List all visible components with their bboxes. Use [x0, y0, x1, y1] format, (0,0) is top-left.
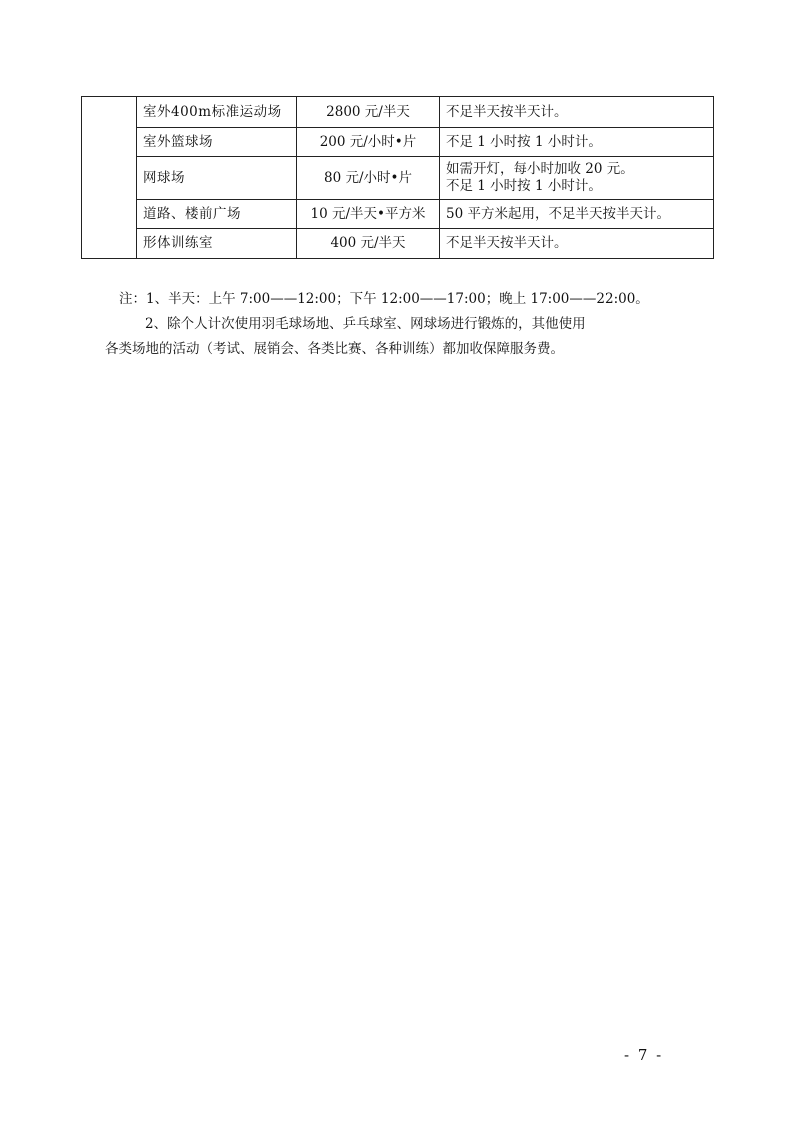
price-cell: 80 元/小时•片 [297, 157, 440, 200]
category-cell [82, 97, 137, 259]
table-row [82, 97, 714, 128]
table-row [82, 128, 714, 157]
notes-section [105, 287, 719, 362]
price-cell: 2800 元/半天 [297, 97, 440, 128]
remark-line: 不足 1 小时按 1 小时计。 [446, 178, 602, 194]
venue-fee-table [81, 96, 714, 259]
page-number: - 7 - [624, 1046, 664, 1064]
venue-cell: 网球场 [137, 157, 297, 200]
remark-cell [440, 229, 714, 259]
remark-cell [440, 97, 714, 128]
note-half-day-definition: 注：1、半天：上午 7:00——12:00；下午 12:00——17:00；晚上 17:00——22:00。 [119, 291, 649, 307]
remark-line: 不足半天按半天计。 [446, 235, 568, 251]
remark-line: 不足半天按半天计。 [446, 103, 568, 120]
venue-cell: 室外400m标准运动场 [137, 97, 297, 128]
venue-cell: 道路、楼前广场 [137, 200, 297, 229]
remark-line: 50 平方米起用，不足半天按半天计。 [446, 205, 670, 222]
table-row [82, 157, 714, 200]
price-cell: 200 元/小时•片 [297, 128, 440, 157]
remark-cell [440, 128, 714, 157]
note-service-fee: 2、除个人计次使用羽毛球场地、乒乓球室、网球场进行锻炼的，其他使用 [145, 316, 586, 332]
note-service-fee-continued: 各类场地的活动（考试、展销会、各类比赛、各种训练）都加收保障服务费。 [105, 341, 564, 357]
price-cell: 10 元/半天•平方米 [297, 200, 440, 229]
table-row [82, 229, 714, 259]
remark-cell [440, 200, 714, 229]
venue-cell: 室外篮球场 [137, 128, 297, 157]
remark-line: 不足 1 小时按 1 小时计。 [446, 133, 602, 150]
remark-cell [440, 157, 714, 200]
table-row [82, 200, 714, 229]
venue-cell: 形体训练室 [137, 229, 297, 259]
price-cell: 400 元/半天 [297, 229, 440, 259]
remark-line: 如需开灯，每小时加收 20 元。 [446, 161, 634, 177]
